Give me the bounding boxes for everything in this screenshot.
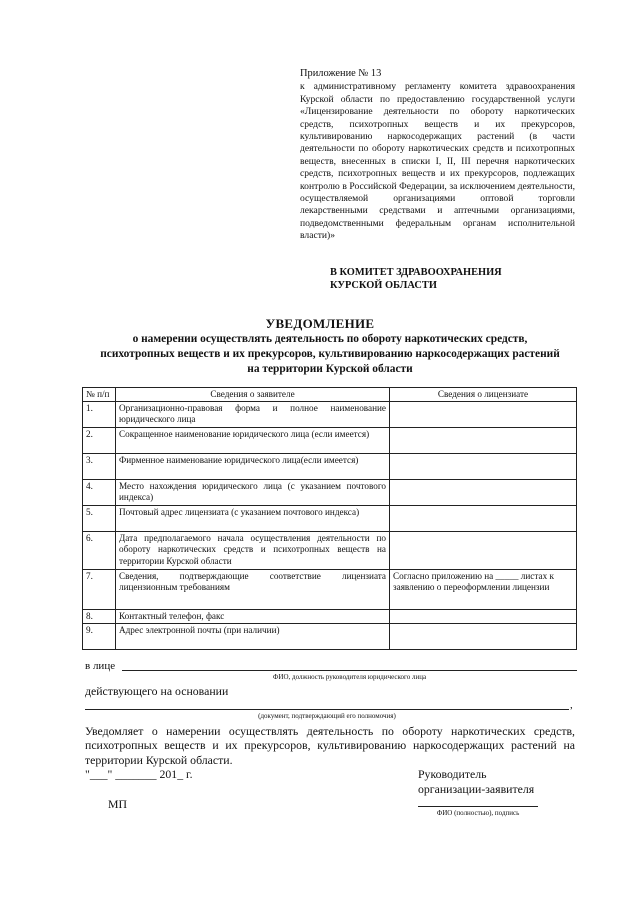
- row-field-label: Адрес электронной почты (при наличии): [116, 624, 390, 650]
- notice-subtitle: о намерении осуществлять деятельность по обороту наркотических средств, психотропных веществ и их прекурсоров, культивированию наркосодержащих растений на территории Курской области: [100, 333, 560, 375]
- row-number: 8.: [83, 610, 116, 624]
- row-field-label: Дата предполагаемого начала осуществления деятельности по обороту наркотических средств и психотропных веществ на территории Курской области: [116, 532, 390, 570]
- row-field-label: Организационно-правовая форма и полное наименование юридического лица: [116, 402, 390, 428]
- row-number: 6.: [83, 532, 116, 570]
- appendix-note: [300, 68, 575, 243]
- row-value-cell[interactable]: Согласно приложению на _____ листах к заявлению о переоформлении лицензии: [390, 570, 577, 610]
- row-number: 7.: [83, 570, 116, 610]
- table-row: [83, 428, 577, 454]
- table-row: [83, 610, 577, 624]
- row-number: 5.: [83, 506, 116, 532]
- applicant-info-table: [82, 387, 577, 650]
- row-value-cell[interactable]: [390, 610, 577, 624]
- signature-field[interactable]: [418, 806, 538, 807]
- row-value-cell[interactable]: [390, 624, 577, 650]
- head-line-1: Руководитель: [418, 767, 487, 781]
- in-person-field[interactable]: [122, 670, 577, 671]
- appendix-text: к административному регламенту комитета здравоохранения Курской области по предоставлению государственной услуги «Лицензирование деятельности по обороту наркотических средств, психотропных веществ и их прекурсоров, культивированию наркосодержащих растений (в части деятельности по обороту наркотических средств и психотропных веществ, внесенных в списки I, II, III перечня наркотических средств, психотропных веществ и их прекурсоров, подлежащих контролю в Российской Федерации, за исключением деятельности, осуществляемой организациями оптовой торговли лекарственными средствами и аптечными организациями, подведомственными федеральным органам исполнительной власти)»: [300, 81, 575, 242]
- row-number: 9.: [83, 624, 116, 650]
- authority-document-end: ,: [570, 699, 573, 711]
- table-row: [83, 454, 577, 480]
- row-number: 4.: [83, 480, 116, 506]
- declaration-text: Уведомляет о намерении осуществлять деятельность по обороту наркотических средств, психотропных веществ и их прекурсоров, культивированию наркосодержащих растений на территории Курской области.: [85, 724, 575, 767]
- row-field-label: Почтовый адрес лицензиата (с указанием почтового индекса): [116, 506, 390, 532]
- row-field-label: Сокращенное наименование юридического лица (если имеется): [116, 428, 390, 454]
- row-field-label: Сведения, подтверждающие соответствие лицензиата лицензионным требованиям: [116, 570, 390, 610]
- table-row: [83, 402, 577, 428]
- table-header-row: [83, 388, 577, 402]
- header-num: № п/п: [83, 388, 116, 402]
- row-value-cell[interactable]: [390, 506, 577, 532]
- row-number: 2.: [83, 428, 116, 454]
- acting-basis-text: действующего на основании: [85, 684, 229, 698]
- row-number: 1.: [83, 402, 116, 428]
- stamp-label: МП: [108, 797, 128, 811]
- table-row: [83, 506, 577, 532]
- table-row: [83, 570, 577, 610]
- row-value-cell[interactable]: [390, 428, 577, 454]
- addressee: [330, 266, 580, 292]
- table-row: [83, 480, 577, 506]
- notice-title: УВЕДОМЛЕНИЕ: [265, 316, 375, 331]
- table-row: [83, 532, 577, 570]
- row-value-cell[interactable]: [390, 532, 577, 570]
- row-number: 3.: [83, 454, 116, 480]
- table-row: [83, 624, 577, 650]
- signature-caption: ФИО (полностью), подпись: [436, 809, 520, 817]
- header-licensee: Сведения о лицензиате: [390, 388, 577, 402]
- head-line-2: организации-заявителя: [418, 782, 535, 796]
- addressee-line-1: В КОМИТЕТ ЗДРАВООХРАНЕНИЯ: [330, 267, 502, 278]
- date-line[interactable]: "___" _______ 201_ г.: [85, 767, 193, 781]
- in-person-caption: ФИО, должность руководителя юридического лица: [272, 673, 427, 681]
- row-value-cell[interactable]: [390, 402, 577, 428]
- authority-document-field[interactable]: [85, 709, 569, 710]
- in-person-label: в лице: [85, 660, 116, 672]
- authority-document-caption: (документ, подтверждающий его полномочия): [258, 712, 396, 720]
- row-field-label: Контактный телефон, факс: [116, 610, 390, 624]
- row-field-label: Место нахождения юридического лица (с указанием почтового индекса): [116, 480, 390, 506]
- row-value-cell[interactable]: [390, 480, 577, 506]
- row-field-label: Фирменное наименование юридического лица(если имеется): [116, 454, 390, 480]
- header-applicant: Сведения о заявителе: [116, 388, 390, 402]
- appendix-number: Приложение № 13: [300, 68, 382, 79]
- addressee-line-2: КУРСКОЙ ОБЛАСТИ: [330, 280, 437, 291]
- row-value-cell[interactable]: [390, 454, 577, 480]
- head-of-organization: [418, 767, 578, 797]
